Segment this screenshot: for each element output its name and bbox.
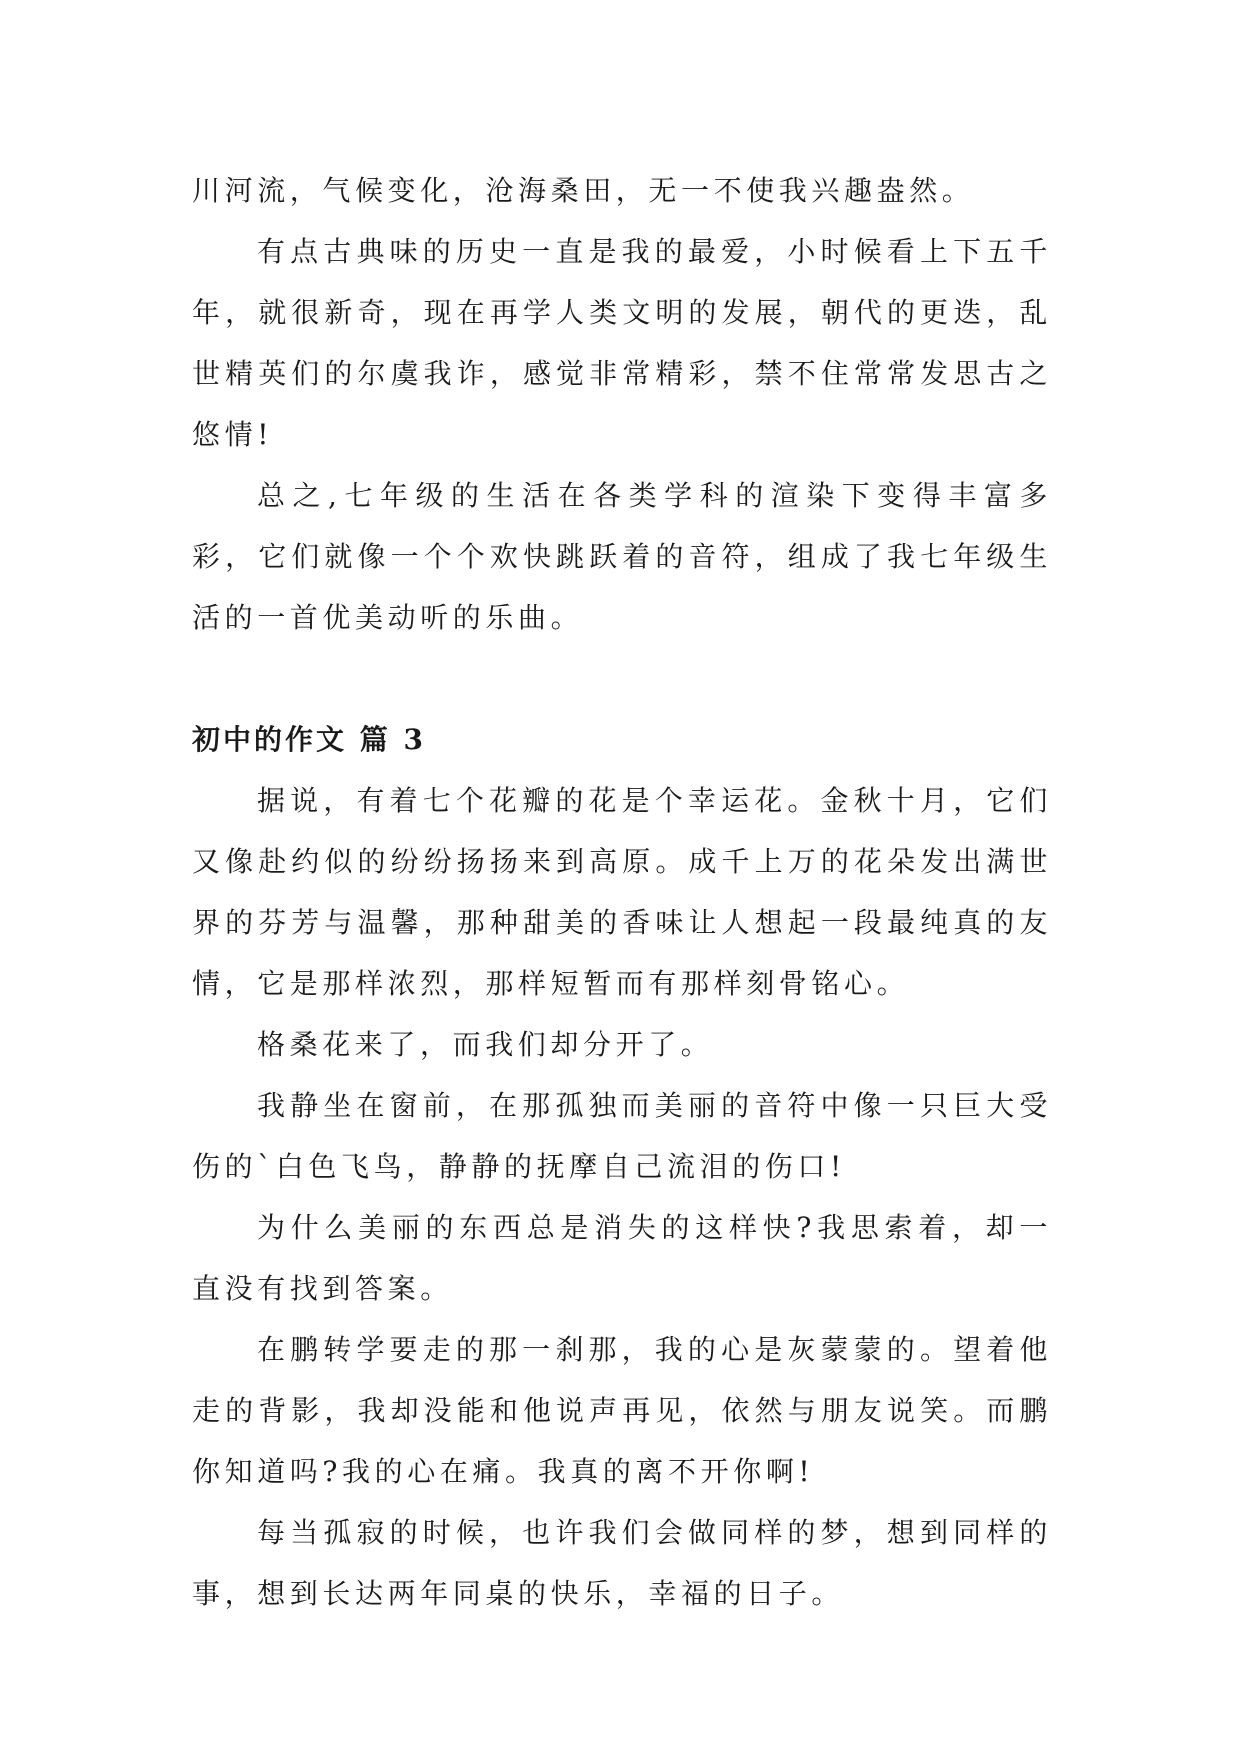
paragraph: 总之,七年级的生活在各类学科的渲染下变得丰富多彩，它们就像一个个欢快跳跃着的音符，组成了我七年级生活的一首优美动听的乐曲。 bbox=[192, 479, 1052, 634]
document-page bbox=[192, 160, 1052, 1624]
paragraph: 格桑花来了，而我们却分开了。 bbox=[257, 1028, 714, 1061]
essay-section-3 bbox=[192, 709, 1052, 1624]
paragraph: 川河流，气候变化，沧海桑田，无一不使我兴趣盎然。 bbox=[192, 174, 975, 207]
paragraph: 在鹏转学要走的那一刹那，我的心是灰蒙蒙的。望着他走的背影，我却没能和他说声再见，依然与朋友说笑。而鹏你知道吗?我的心在痛。我真的离不开你啊! bbox=[192, 1333, 1052, 1488]
paragraph: 每当孤寂的时候，也许我们会做同样的梦，想到同样的事，想到长达两年同桌的快乐，幸福的日子。 bbox=[192, 1516, 1052, 1610]
section-gap bbox=[192, 648, 1052, 709]
paragraph: 我静坐在窗前，在那孤独而美丽的音符中像一只巨大受伤的`白色飞鸟，静静的抚摩自己流泪的伤口! bbox=[192, 1089, 1052, 1183]
paragraph: 据说，有着七个花瓣的花是个幸运花。金秋十月，它们又像赴约似的纷纷扬扬来到高原。成千上万的花朵发出满世界的芬芳与温馨，那种甜美的香味让人想起一段最纯真的友情，它是那样浓烈，那样短暂而有那样刻骨铭心。 bbox=[192, 784, 1052, 1000]
paragraph: 有点古典味的历史一直是我的最爱，小时候看上下五千年，就很新奇，现在再学人类文明的发展，朝代的更迭，乱世精英们的尔虞我诈，感觉非常精彩，禁不住常常发思古之悠情! bbox=[192, 235, 1052, 451]
essay-section-previous bbox=[192, 160, 1052, 648]
paragraph: 为什么美丽的东西总是消失的这样快?我思索着，却一直没有找到答案。 bbox=[192, 1211, 1052, 1305]
section-heading: 初中的作文 篇 3 bbox=[192, 723, 426, 756]
